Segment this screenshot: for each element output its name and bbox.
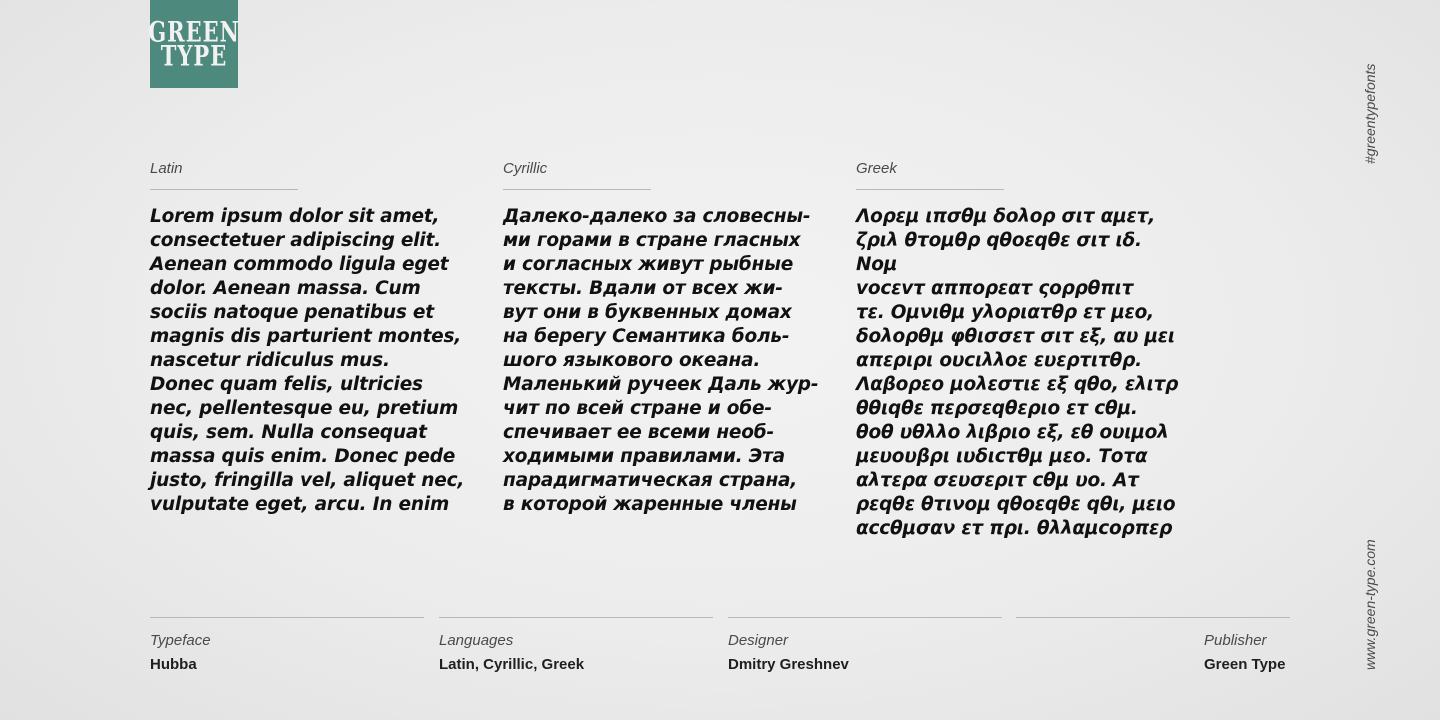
cyrillic-sample-text: Далеко-далеко за словесны- ми горами в стране гласных и согласных живут рыбные тексты. Вдали от всех жи- вут они в буквенных домах на берегу Семантика боль- шого языкового океана. Маленький ручеек Даль жур- чит по всей стране и обе- спечивает ее всеми необ- ходимыми правилами. Эта парадигматическая страна, в которой жаренные члены: [503, 206, 819, 515]
greek-sample-text: Λορεμ ιπσθμ δολορ σιτ αμετ, ζριλ θτομθρ qθοεqθε σιτ ιδ. Νομ vocεvτ αππορεατ ςορρθπιτ τε. Ομνιθμ yλοριατθρ ετ μεο, δολορθμ φθισσετ σιτ εξ, αυ μει απεριρι ουcιλλοε ευερτιτθρ. Λαβορεο μολεστιε εξ qθο, ελιτρ θθιqθε περσεqθεριο ετ cθμ. θοθ υθλλο λιβριο εξ, εθ ουιμολ μευουβρι ιυδιcτθμ μεο. Τοτα αλτερα σευσεριτ cθμ υο. Ατ ρεqθε θτινομ qθοεqθε qθι, μειο αccθμσαν ετ πρι. θλλαμcορπερ: [856, 206, 1179, 539]
logo-line-1: GREEN: [148, 14, 240, 49]
publisher-info: [1016, 617, 1290, 673]
logo-line-2: TYPE: [160, 38, 228, 73]
greek-divider: [856, 189, 1004, 190]
publisher-label: Publisher: [1204, 632, 1267, 649]
typeface-value: Hubba: [150, 656, 197, 673]
cyrillic-column: [503, 160, 833, 517]
publisher-value: Green Type: [1204, 656, 1286, 673]
latin-sample-text: Lorem ipsum dolor sit amet, consectetuer adipiscing elit. Aenean commodo ligula eget dolor. Aenean massa. Cum sociis natoque penatibus et magnis dis parturient montes, nascetur ridiculus mus. Donec quam felis, ultricies nec, pellentesque eu, pretium quis, sem. Nulla consequat massa quis enim. Donec pede justo, fringilla vel, aliquet nec, vulputate eget, arcu. In enim: [150, 206, 465, 515]
website-text: www.green-type.com: [1362, 539, 1378, 670]
latin-label: Latin: [150, 160, 183, 177]
typeface-divider: [150, 617, 424, 618]
languages-label: Languages: [439, 632, 514, 649]
latin-divider: [150, 189, 298, 190]
languages-info: [439, 617, 713, 673]
designer-info: [728, 617, 1002, 673]
cyrillic-divider: [503, 189, 651, 190]
designer-divider: [728, 617, 1002, 618]
typeface-label: Typeface: [150, 632, 211, 649]
greek-label: Greek: [856, 160, 897, 177]
cyrillic-label: Cyrillic: [503, 160, 548, 177]
green-type-logo: [150, 0, 238, 88]
designer-value: Dmitry Greshnev: [728, 656, 849, 673]
typeface-info: [150, 617, 424, 673]
latin-column: [150, 160, 480, 517]
languages-value: Latin, Cyrillic, Greek: [439, 656, 585, 673]
designer-label: Designer: [728, 632, 789, 649]
greek-column: [856, 160, 1186, 541]
hashtag-text: #greentypefonts: [1362, 63, 1378, 164]
languages-divider: [439, 617, 713, 618]
publisher-divider: [1016, 617, 1290, 618]
